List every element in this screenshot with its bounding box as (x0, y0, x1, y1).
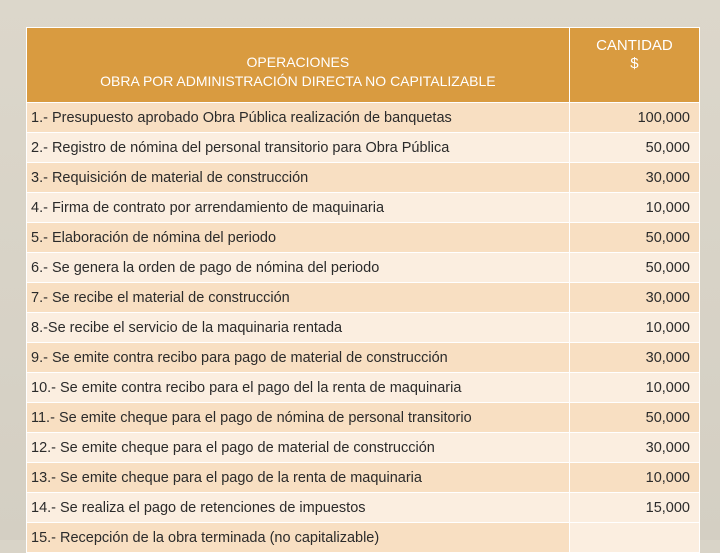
operation-cell: 1.- Presupuesto aprobado Obra Pública realización de banquetas (27, 103, 570, 133)
table-row (27, 133, 700, 163)
table-row (27, 373, 700, 403)
table-row (27, 403, 700, 433)
operations-table (26, 27, 700, 553)
table-row (27, 103, 700, 133)
table-row (27, 193, 700, 223)
table-body (27, 103, 700, 553)
amount-cell: 50,000 (569, 403, 699, 433)
amount-cell: 50,000 (569, 223, 699, 253)
table-header-row (27, 28, 700, 103)
operation-cell: 5.- Elaboración de nómina del periodo (27, 223, 570, 253)
operation-cell: 12.- Se emite cheque para el pago de material de construcción (27, 433, 570, 463)
amount-cell: 10,000 (569, 313, 699, 343)
amount-cell: 100,000 (569, 103, 699, 133)
table-row (27, 343, 700, 373)
amount-cell (569, 523, 699, 553)
amount-cell: 10,000 (569, 373, 699, 403)
table-row (27, 283, 700, 313)
operation-cell: 13.- Se emite cheque para el pago de la renta de maquinaria (27, 463, 570, 493)
operation-cell: 3.- Requisición de material de construcción (27, 163, 570, 193)
amount-cell: 30,000 (569, 163, 699, 193)
operation-cell: 15.- Recepción de la obra terminada (no capitalizable) (27, 523, 570, 553)
operations-header-title: OPERACIONES (246, 54, 350, 70)
amount-cell: 15,000 (569, 493, 699, 523)
operation-cell: 7.- Se recibe el material de construcción (27, 283, 570, 313)
table-row (27, 163, 700, 193)
table-row (27, 433, 700, 463)
table-row (27, 313, 700, 343)
operation-cell: 6.- Se genera la orden de pago de nómina del periodo (27, 253, 570, 283)
operation-cell: 8.-Se recibe el servicio de la maquinaria rentada (27, 313, 570, 343)
table-row (27, 223, 700, 253)
table-row (27, 523, 700, 553)
operation-cell: 9.- Se emite contra recibo para pago de material de construcción (27, 343, 570, 373)
operation-cell: 11.- Se emite cheque para el pago de nómina de personal transitorio (27, 403, 570, 433)
amount-cell: 50,000 (569, 253, 699, 283)
operation-cell: 10.- Se emite contra recibo para el pago del la renta de maquinaria (27, 373, 570, 403)
amount-cell: 50,000 (569, 133, 699, 163)
operations-header (27, 28, 570, 103)
table-row (27, 253, 700, 283)
operation-cell: 2.- Registro de nómina del personal transitorio para Obra Pública (27, 133, 570, 163)
operations-header-subtitle: OBRA POR ADMINISTRACIÓN DIRECTA NO CAPITALIZABLE (100, 73, 496, 89)
quantity-header-title: CANTIDAD (596, 37, 673, 54)
quantity-header (569, 28, 699, 103)
amount-cell: 10,000 (569, 463, 699, 493)
amount-cell: 30,000 (569, 433, 699, 463)
quantity-header-currency: $ (630, 55, 639, 72)
amount-cell: 30,000 (569, 283, 699, 313)
operation-cell: 14.- Se realiza el pago de retenciones de impuestos (27, 493, 570, 523)
table-row (27, 463, 700, 493)
operation-cell: 4.- Firma de contrato por arrendamiento de maquinaria (27, 193, 570, 223)
amount-cell: 10,000 (569, 193, 699, 223)
amount-cell: 30,000 (569, 343, 699, 373)
table-row (27, 493, 700, 523)
